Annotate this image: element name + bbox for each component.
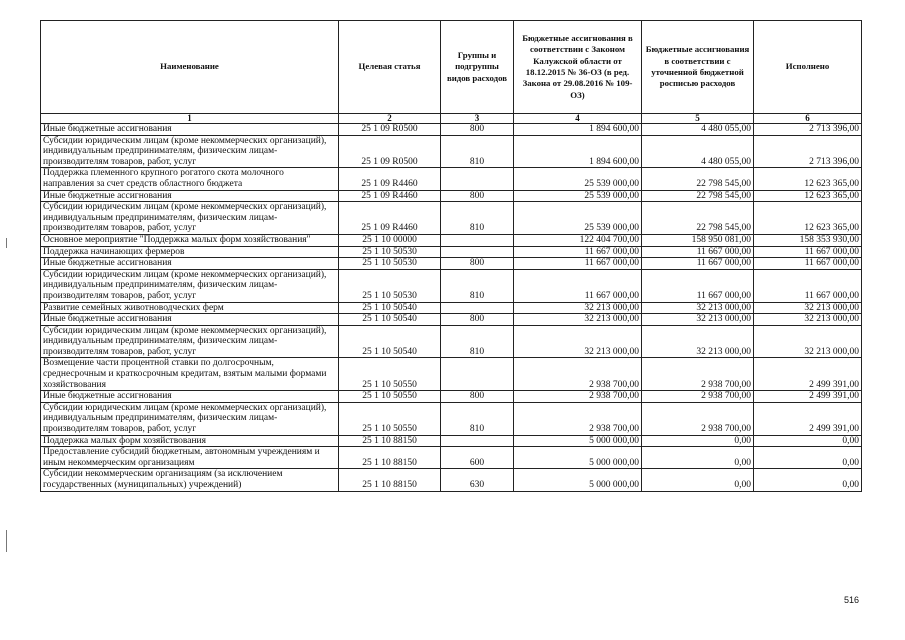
row-law-amount: 5 000 000,00 xyxy=(514,435,642,447)
row-group: 800 xyxy=(441,258,514,270)
row-law-amount: 25 539 000,00 xyxy=(514,190,642,202)
table-row xyxy=(41,258,862,270)
row-refined-amount: 0,00 xyxy=(642,435,754,447)
header-refined: Бюджетные ассигнования в соответствии с уточненной бюджетной росписью расходов xyxy=(642,21,754,114)
row-group xyxy=(441,435,514,447)
row-executed-amount: 2 499 391,00 xyxy=(754,358,862,391)
col-number: 6 xyxy=(754,114,862,124)
row-name: Субсидии юридическим лицам (кроме некоммерческих организаций), индивидуальным предпринимателям, физическим лицам-производителям товаров, работ, услуг xyxy=(41,325,339,358)
row-executed-amount: 0,00 xyxy=(754,435,862,447)
col-number: 2 xyxy=(339,114,441,124)
row-target-code: 25 1 09 R0500 xyxy=(339,135,441,168)
row-name: Субсидии юридическим лицам (кроме некоммерческих организаций), индивидуальным предпринимателям, физическим лицам-производителям товаров, работ, услуг xyxy=(41,202,339,235)
row-name: Субсидии юридическим лицам (кроме некоммерческих организаций), индивидуальным предпринимателям, физическим лицам-производителям товаров, работ, услуг xyxy=(41,269,339,302)
row-target-code: 25 1 10 50550 xyxy=(339,402,441,435)
col-number: 1 xyxy=(41,114,339,124)
row-executed-amount: 11 667 000,00 xyxy=(754,258,862,270)
row-refined-amount: 22 798 545,00 xyxy=(642,190,754,202)
row-refined-amount: 22 798 545,00 xyxy=(642,202,754,235)
row-executed-amount: 12 623 365,00 xyxy=(754,168,862,190)
row-target-code: 25 1 10 50530 xyxy=(339,269,441,302)
row-target-code: 25 1 09 R4460 xyxy=(339,202,441,235)
row-law-amount: 32 213 000,00 xyxy=(514,314,642,326)
row-executed-amount: 2 713 396,00 xyxy=(754,124,862,136)
page-number: 516 xyxy=(843,595,859,605)
row-group: 810 xyxy=(441,135,514,168)
row-law-amount: 1 894 600,00 xyxy=(514,135,642,168)
row-refined-amount: 11 667 000,00 xyxy=(642,269,754,302)
row-executed-amount: 11 667 000,00 xyxy=(754,246,862,258)
row-group xyxy=(441,234,514,246)
row-law-amount: 5 000 000,00 xyxy=(514,447,642,469)
row-law-amount: 2 938 700,00 xyxy=(514,358,642,391)
header-row xyxy=(41,21,862,114)
table-row xyxy=(41,135,862,168)
table-row xyxy=(41,269,862,302)
row-name: Поддержка племенного крупного рогатого скота молочного направления за счет средств областного бюджета xyxy=(41,168,339,190)
row-target-code: 25 1 10 50530 xyxy=(339,246,441,258)
row-group: 800 xyxy=(441,314,514,326)
row-law-amount: 32 213 000,00 xyxy=(514,302,642,314)
column-number-row xyxy=(41,114,862,124)
row-target-code: 25 1 10 88150 xyxy=(339,435,441,447)
row-refined-amount: 2 938 700,00 xyxy=(642,358,754,391)
row-name: Возмещение части процентной ставки по долгосрочным, среднесрочным и краткосрочным кредитам, взятым малыми формами хозяйствования xyxy=(41,358,339,391)
header-target: Целевая статья xyxy=(339,21,441,114)
table-row xyxy=(41,202,862,235)
row-refined-amount: 11 667 000,00 xyxy=(642,258,754,270)
table-row xyxy=(41,124,862,136)
row-name: Иные бюджетные ассигнования xyxy=(41,258,339,270)
row-executed-amount: 0,00 xyxy=(754,469,862,491)
row-name: Иные бюджетные ассигнования xyxy=(41,391,339,403)
row-group: 810 xyxy=(441,202,514,235)
row-name: Развитие семейных животноводческих ферм xyxy=(41,302,339,314)
row-executed-amount: 12 623 365,00 xyxy=(754,202,862,235)
row-group xyxy=(441,358,514,391)
header-name: Наименование xyxy=(41,21,339,114)
header-groups: Группы и подгруппы видов расходов xyxy=(441,21,514,114)
table-row xyxy=(41,168,862,190)
header-done: Исполнено xyxy=(754,21,862,114)
budget-table-sheet xyxy=(40,20,861,492)
row-law-amount: 25 539 000,00 xyxy=(514,202,642,235)
row-name: Субсидии юридическим лицам (кроме некоммерческих организаций), индивидуальным предпринимателям, физическим лицам-производителям товаров, работ, услуг xyxy=(41,135,339,168)
row-refined-amount: 4 480 055,00 xyxy=(642,124,754,136)
row-executed-amount: 0,00 xyxy=(754,447,862,469)
row-target-code: 25 1 10 50550 xyxy=(339,358,441,391)
row-name: Основное мероприятие "Поддержка малых форм хозяйствования" xyxy=(41,234,339,246)
table-row xyxy=(41,190,862,202)
table-row xyxy=(41,447,862,469)
row-name: Иные бюджетные ассигнования xyxy=(41,190,339,202)
row-executed-amount: 2 499 391,00 xyxy=(754,391,862,403)
margin-mark xyxy=(6,238,7,248)
row-executed-amount: 12 623 365,00 xyxy=(754,190,862,202)
col-number: 3 xyxy=(441,114,514,124)
row-refined-amount: 4 480 055,00 xyxy=(642,135,754,168)
row-target-code: 25 1 10 50530 xyxy=(339,258,441,270)
row-target-code: 25 1 10 50550 xyxy=(339,391,441,403)
budget-table xyxy=(40,20,862,492)
row-law-amount: 122 404 700,00 xyxy=(514,234,642,246)
row-group xyxy=(441,168,514,190)
row-target-code: 25 1 10 50540 xyxy=(339,325,441,358)
table-row xyxy=(41,325,862,358)
row-target-code: 25 1 09 R0500 xyxy=(339,124,441,136)
row-group: 800 xyxy=(441,190,514,202)
row-refined-amount: 158 950 081,00 xyxy=(642,234,754,246)
row-group: 600 xyxy=(441,447,514,469)
row-executed-amount: 158 353 930,00 xyxy=(754,234,862,246)
row-name: Поддержка начинающих фермеров xyxy=(41,246,339,258)
table-row xyxy=(41,314,862,326)
row-name: Субсидии некоммерческим организациям (за исключением государственных (муниципальных) учреждений) xyxy=(41,469,339,491)
row-target-code: 25 1 09 R4460 xyxy=(339,168,441,190)
row-refined-amount: 2 938 700,00 xyxy=(642,402,754,435)
table-row xyxy=(41,391,862,403)
row-executed-amount: 2 713 396,00 xyxy=(754,135,862,168)
row-executed-amount: 2 499 391,00 xyxy=(754,402,862,435)
table-body xyxy=(41,124,862,492)
row-executed-amount: 32 213 000,00 xyxy=(754,325,862,358)
row-name: Предоставление субсидий бюджетным, автономным учреждениям и иным некоммерческим организациям xyxy=(41,447,339,469)
table-row xyxy=(41,358,862,391)
table-row xyxy=(41,469,862,491)
row-law-amount: 11 667 000,00 xyxy=(514,258,642,270)
header-law: Бюджетные ассигнования в соответствии с Законом Калужской области от 18.12.2015 № 36-ОЗ (в ред. Закона от 29.08.2016 № 109-ОЗ) xyxy=(514,21,642,114)
row-law-amount: 11 667 000,00 xyxy=(514,246,642,258)
table-row xyxy=(41,246,862,258)
row-law-amount: 32 213 000,00 xyxy=(514,325,642,358)
row-law-amount: 1 894 600,00 xyxy=(514,124,642,136)
row-law-amount: 5 000 000,00 xyxy=(514,469,642,491)
row-target-code: 25 1 10 88150 xyxy=(339,447,441,469)
row-name: Поддержка малых форм хозяйствования xyxy=(41,435,339,447)
row-refined-amount: 22 798 545,00 xyxy=(642,168,754,190)
margin-mark xyxy=(6,530,7,552)
row-name: Субсидии юридическим лицам (кроме некоммерческих организаций), индивидуальным предпринимателям, физическим лицам-производителям товаров, работ, услуг xyxy=(41,402,339,435)
row-executed-amount: 32 213 000,00 xyxy=(754,302,862,314)
row-law-amount: 11 667 000,00 xyxy=(514,269,642,302)
row-group xyxy=(441,246,514,258)
row-target-code: 25 1 10 50540 xyxy=(339,302,441,314)
row-refined-amount: 0,00 xyxy=(642,469,754,491)
row-refined-amount: 32 213 000,00 xyxy=(642,302,754,314)
table-row xyxy=(41,234,862,246)
row-refined-amount: 0,00 xyxy=(642,447,754,469)
row-group: 810 xyxy=(441,402,514,435)
row-group: 800 xyxy=(441,124,514,136)
row-executed-amount: 11 667 000,00 xyxy=(754,269,862,302)
table-row xyxy=(41,435,862,447)
row-law-amount: 25 539 000,00 xyxy=(514,168,642,190)
row-law-amount: 2 938 700,00 xyxy=(514,402,642,435)
row-target-code: 25 1 10 50540 xyxy=(339,314,441,326)
table-row xyxy=(41,302,862,314)
row-target-code: 25 1 10 88150 xyxy=(339,469,441,491)
row-target-code: 25 1 09 R4460 xyxy=(339,190,441,202)
row-name: Иные бюджетные ассигнования xyxy=(41,314,339,326)
row-executed-amount: 32 213 000,00 xyxy=(754,314,862,326)
row-target-code: 25 1 10 00000 xyxy=(339,234,441,246)
row-group: 800 xyxy=(441,391,514,403)
row-refined-amount: 2 938 700,00 xyxy=(642,391,754,403)
row-group xyxy=(441,302,514,314)
row-group: 810 xyxy=(441,325,514,358)
row-refined-amount: 11 667 000,00 xyxy=(642,246,754,258)
col-number: 4 xyxy=(514,114,642,124)
row-group: 630 xyxy=(441,469,514,491)
row-group: 810 xyxy=(441,269,514,302)
row-refined-amount: 32 213 000,00 xyxy=(642,314,754,326)
table-row xyxy=(41,402,862,435)
row-law-amount: 2 938 700,00 xyxy=(514,391,642,403)
col-number: 5 xyxy=(642,114,754,124)
row-name: Иные бюджетные ассигнования xyxy=(41,124,339,136)
row-refined-amount: 32 213 000,00 xyxy=(642,325,754,358)
